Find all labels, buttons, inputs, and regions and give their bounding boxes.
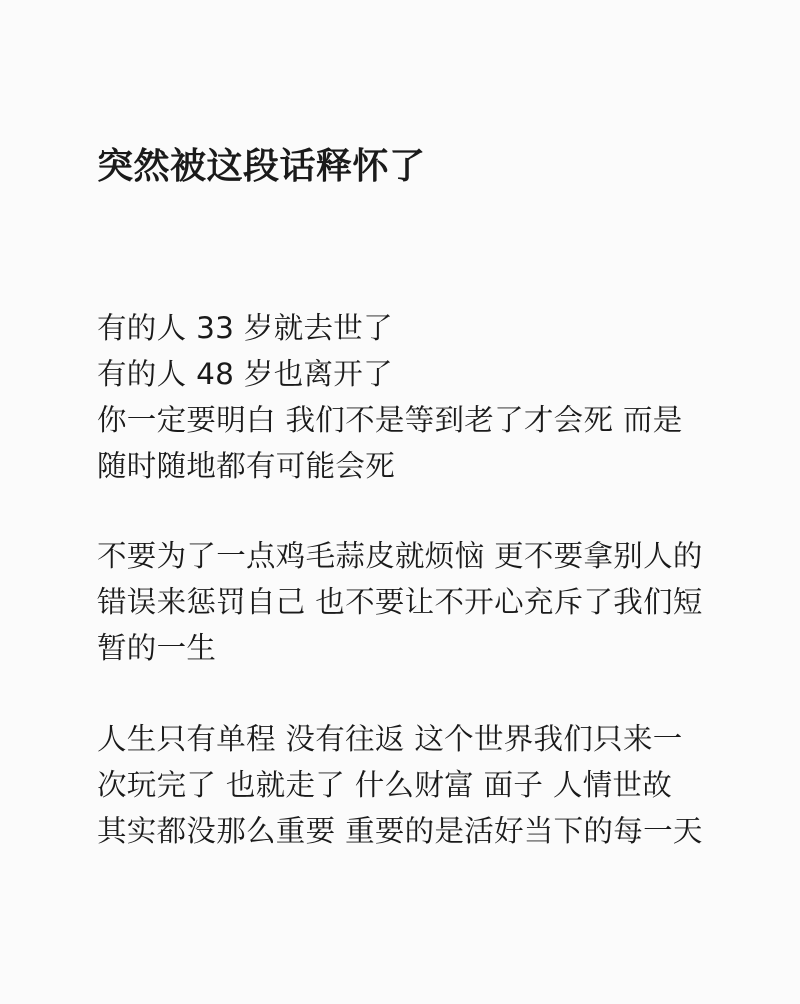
paragraph-line: 暂的一生 <box>97 631 217 665</box>
paragraph-line: 你一定要明白 我们不是等到老了才会死 而是 <box>97 403 683 437</box>
paragraph-line: 错误来惩罚自己 也不要让不开心充斥了我们短 <box>97 585 703 619</box>
paragraph-line: 随时随地都有可能会死 <box>97 449 396 483</box>
paragraph-3 <box>97 716 703 854</box>
post-title: 突然被这段话释怀了 <box>97 146 426 187</box>
paragraph-line: 有的人 48 岁也离开了 <box>97 357 393 391</box>
paragraph-line: 不要为了一点鸡毛蒜皮就烦恼 更不要拿别人的 <box>97 539 703 573</box>
paragraph-2 <box>97 533 703 671</box>
paragraph-line: 人生只有单程 没有往返 这个世界我们只来一 <box>97 722 683 756</box>
paragraph-line: 次玩完了 也就走了 什么财富 面子 人情世故 <box>97 768 673 802</box>
paragraph-line: 有的人 33 岁就去世了 <box>97 311 393 345</box>
paragraph-line: 其实都没那么重要 重要的是活好当下的每一天 <box>97 814 703 848</box>
paragraph-1 <box>97 305 683 489</box>
